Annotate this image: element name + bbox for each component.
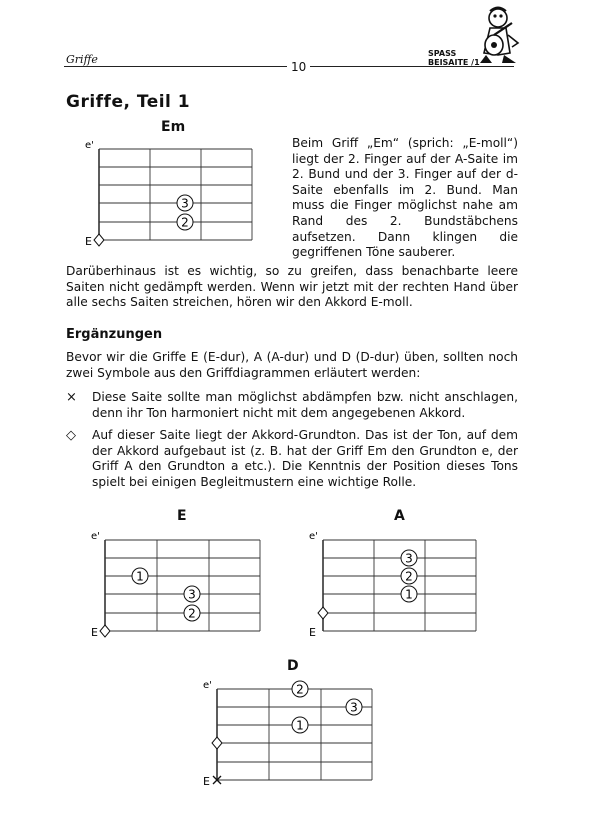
svg-text:2: 2 [181,215,189,230]
chord-diagram-em [82,136,262,248]
finger-marker [401,586,417,602]
section-intro: Bevor wir die Griffe E (E-dur), A (A-dur) und D (D-dur) üben, sollten noch zwei Symbole aus den Griffdiagrammen erläutert werden: [66,350,518,380]
chord-diagram-e [88,527,268,639]
string-label-bottom: E [309,626,316,639]
page-title: Griffe, Teil 1 [66,92,191,112]
svg-text:1: 1 [136,569,144,584]
svg-text:1: 1 [296,718,304,733]
finger-marker [292,717,308,733]
finger-marker [401,568,417,584]
string-label-bottom: E [85,235,92,248]
finger-marker [401,550,417,566]
string-label-top: e' [203,680,212,691]
running-header: Griffe [66,53,98,66]
svg-text:3: 3 [405,551,413,566]
finger-marker [132,568,148,584]
svg-text:2: 2 [188,606,196,621]
root-diamond-icon: ◇ [66,428,76,443]
finger-marker [292,681,308,697]
root-diamond-icon [212,737,222,749]
root-diamond-icon [94,234,104,246]
svg-text:3: 3 [181,196,189,211]
finger-marker [346,699,362,715]
chord-diagram-d [200,676,380,788]
svg-text:3: 3 [350,700,358,715]
svg-text:1: 1 [405,587,413,602]
series-label-line1: SPASS [428,49,457,58]
finger-marker [177,195,193,211]
string-label-top: e' [309,531,318,542]
string-label-bottom: E [91,626,98,639]
mascot-guitar-illustration [468,5,524,67]
series-label-line2: BEISAITE /1 [428,58,480,67]
chord-name-d: D [287,658,299,674]
root-diamond-icon [318,607,328,619]
finger-marker [184,605,200,621]
intro-paragraph: Beim Griff „Em“ (sprich: „E-moll“) liegt der 2. Finger auf der A-Saite im 2. Bund und der 3. Finger auf der d-Saite ebenfalls im 2. Bund. Man muss die Finger möglichst nahe am Rand des 2. Bundstäbchens aufsetzen. Dann klingen die gegriffenen Töne sauberer. [292,136,518,260]
intro-continuation: Darüberhinaus ist es wichtig, so zu greifen, dass benachbarte leere Saiten nicht gedämpft werden. Wenn wir jetzt mit der rechten Hand über alle sechs Saiten streichen, hören wir den Akkord E-moll. [66,264,518,310]
chord-name-a: A [394,508,405,524]
svg-text:2: 2 [296,682,304,697]
svg-text:2: 2 [405,569,413,584]
string-label-top: e' [85,140,94,151]
section-heading: Ergänzungen [66,327,163,342]
svg-text:3: 3 [188,587,196,602]
chord-diagram-a [306,527,486,639]
symbol-explanation-mute [66,390,518,421]
symbol-description: Diese Saite sollte man möglichst abdämpfen bzw. nicht anschlagen, denn ihr Ton harmoniert nicht mit dem angegebenen Akkord. [92,390,518,420]
root-diamond-icon [100,625,110,637]
chord-name-em: Em [161,119,186,135]
string-label-bottom: E [203,775,210,788]
mute-cross-icon: × [66,390,77,405]
finger-marker [184,586,200,602]
string-label-top: e' [91,531,100,542]
chord-name-e: E [177,508,187,524]
symbol-description: Auf dieser Saite liegt der Akkord-Grundton. Das ist der Ton, auf dem der Akkord aufgebaut ist (z. B. hat der Griff Em den Grundton e, der Griff A den Grundton a etc.). Die Kenntnis der Position dieses Tons spielt bei einigen Begleitmustern eine wichtige Rolle. [92,428,518,489]
finger-marker [177,214,193,230]
page-number: 10 [287,60,310,74]
symbol-explanation-root [66,428,518,490]
